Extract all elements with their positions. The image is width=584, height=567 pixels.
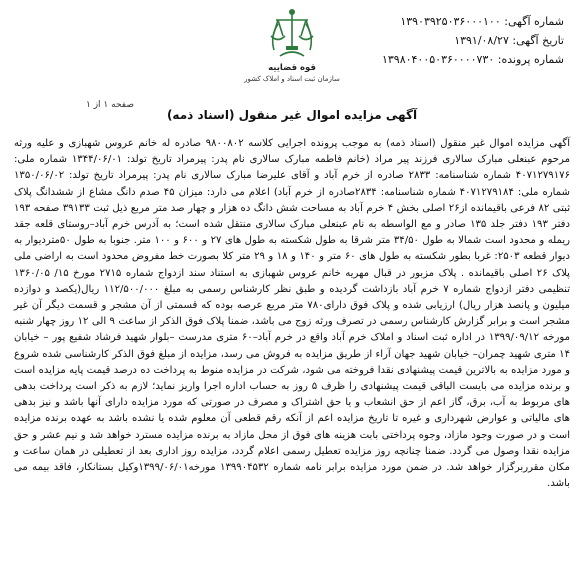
notice-number: شماره آگهی: ۱۳۹۰۳۹۲۵۰۳۶۰۰۰۱۰۰ bbox=[400, 15, 564, 28]
notice-body bbox=[14, 136, 570, 492]
page-number: صفحه ۱ از ۱ bbox=[86, 100, 134, 110]
notice-paragraph: آگهی مزایده اموال غیر منقول (اسناد ذمه) به موجب پرونده اجرایی کلاسه ۹۸۰۰۸۰۲ صادره له خانم عروس شهبازی و علیه ورثه مرحوم عبنعلی مبارک سالاری فرزند پیر مراد (خانم فاطمه مبارک سالاری نام پدر: پیرمراد تاریخ تولد: ۱۳۴۴/۰۶/۰۱ شماره ملی: ۴۰۷۱۲۷۹۱۷۶ شماره شناسنامه: ۲۸۳۳ صادره از خرم آباد و آقای علیرضا مبارک سالاری نام پدر: پیرمراد تاریخ تولد: ۱۳۵۰/۰۶/۰۲ شماره ملی: ۴۰۷۱۲۷۹۱۸۴ شماره شناسنامه: ۲۸۳۴صادره از خرم آباد) اعلام می دارد: میزان ۴۵ صدم دانگ مشاع از ششدانگ پلاک ثبتی ۸۲ فرعی باقیمانده از۲۶ اصلی بخش ۴ خرم آباد به مساحت شش دانگ ده هزار و چهار صد متر مربع ذیل ثبت ۳۹۱۳۳ صفحه ۱۹۳ دفتر ۱۹۳ دفتر جلد ۱۳۵ صادر و مع الواسطه به نام عبنعلی مبارک سالاری منتقل شده است؛ به آدرس خرم آباد–روستای قلعه جقد ریمله و محدود است شمالا به طول ۳۴/۵۰ متر شرقا به طول شکسته به طول های ۲۷ و ۶۰۰ و ۱۰۰ متر. جنوبا به طول ۵۰متردیوار به دیوار قطعه ۲۵۰۳: غربا بطور شکسته به طول های ۶۰ متر و ۱۴۰ و ۱۸ و ۲۹ متر کلا بصورت خط مفروض محدود است به اراضی ملی پلاک ۲۶ اصلی باقیمانده . پلاک مزبور در قبال مهریه خانم عروس شهبازی به استناد سند ازدواج شماره ۲۷۱۵ مورخ ۱۵/ ۱۳۶۰/۰۵ تنظیمی دفتر ازدواج شماره ۷ خرم آباد بازداشت گردیده و طبق نظر کارشناس رسمی به مبلغ ۱۱۲/۵۰۰/۰۰۰ ریال(یکصد و دوازده میلیون و پانصد هزار ریال) ارزیابی شده و پلاک فوق دارای۷۸۰ متر مربع عرصه بوده که قسمتی از آن مشجر و قسمت دیگر آن غیر مشجر است و برابر گزارش کارشناس رسمی در تصرف ورثه زوج می باشد، ضمنا پلاک فوق الذکر از ساعت ۹ الی ۱۲ روز چهار شنبه مورخه ۱۳۹۹/۰۹/۱۲ در اداره ثبت اسناد و املاک خرم آباد واقع در خرم آباد–۶۰ متری مدرست –بلوار شهید فرشاد شفیع پور – خیابان ۱۴ متری شهید چمران– خیابان شهید جهان آراء از طریق مزایده به فروش می رسد، مزایده از مبلغ فوق الذکر کارشناسی شده شروع و مورد مزایده به بالاترین قیمت پیشنهادی نقدا فروخته می شود، شرکت در مزایده منوط به پرداخت ده درصد قیمت پایه مزایده است و برنده مزایده می بایست الباقی قیمت پیشنهادی را ظرف ۵ روز به حساب اداره اجرا واریز نماید؛ لازم به ذکر است پرداخت بدهی های مربوط به آب، برق، گاز اعم از حق انشعاب و یا حق اشتراک و مصرف در صورتی که مورد مزایده دارای آنها باشد و نیز بدهی های مالیاتی و عوارض شهرداری و غیره تا تاریخ مزایده اعم از آنکه رقم قطعی آن معلوم شده یا نشده باشد به عهده برنده مزایده است و در صورت وجود مازاد، وجوه پرداختی بابت هزینه های فوق از محل مازاد به برنده مزایده مسترد خواهد شد و نیم عشر و حق مزایده نقدا وصول می گردد. ضمنا چنانچه روز مزایده تعطیل رسمی اعلام گردد، مزایده روز اداری بعد از تعطیلی در همان ساعت و مکان مقرربرگزار خواهد شد. در ضمن مورد مزایده برابر نامه شماره ۱۳۹۹۰۴۵۳۲ مورخه۱۳۹۹/۰۶/۰۱وکیل بستانکار، فاقد بیمه می باشد. bbox=[14, 138, 571, 490]
judiciary-emblem-icon bbox=[266, 6, 318, 62]
notice-title: آگهی مزایده اموال غیر منقول (اسناد ذمه) bbox=[166, 108, 418, 122]
notice-meta bbox=[382, 12, 564, 69]
file-number: شماره پرونده: ۱۳۹۸۰۴۰۰۵۰۳۶۰۰۰۰۷۳۰ bbox=[381, 53, 564, 66]
org-subname: سازمان ثبت اسناد و املاک کشور bbox=[244, 75, 340, 83]
notice-date: تاریخ آگهی: ۱۳۹۱/۰۸/۲۷ bbox=[454, 34, 564, 47]
org-name: قوه قضاییه bbox=[268, 63, 316, 73]
org-logo bbox=[232, 6, 352, 92]
